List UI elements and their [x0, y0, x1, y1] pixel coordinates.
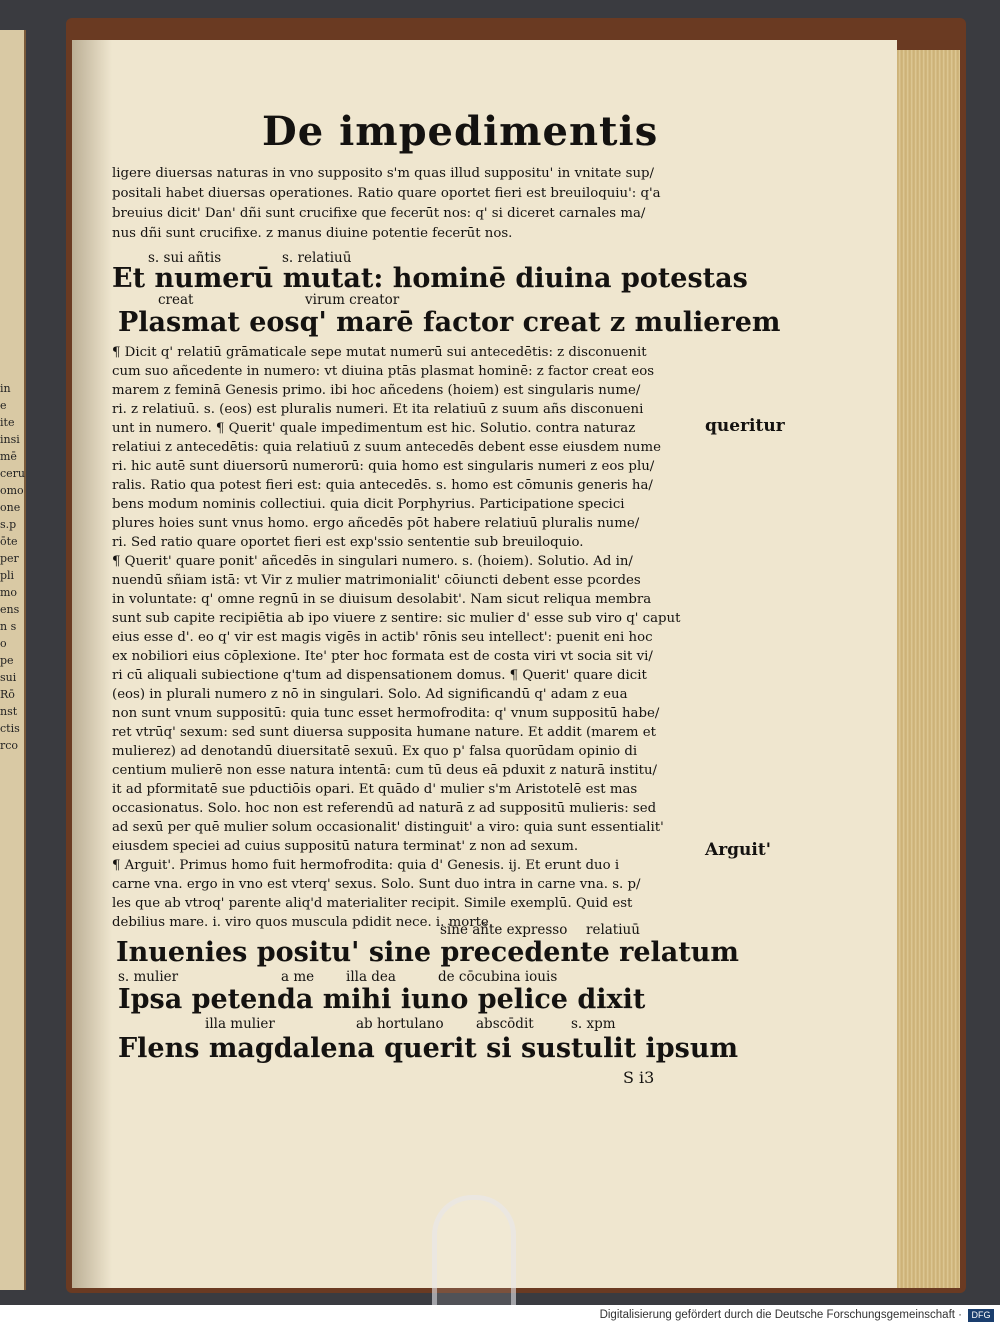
left-leaf-fragment: mo	[0, 586, 18, 599]
left-leaf-fragment: in	[0, 382, 11, 395]
left-leaf-fragment: e	[0, 399, 7, 412]
prose-line: ligere diuersas naturas in vno supposito s'm quas illud suppositu' in vnitate sup/	[112, 166, 655, 181]
prose-line: ri. z relatiuū. s. (eos) est pluralis numeri. Et ita relatiuū z suum añs disconueni	[112, 402, 644, 417]
verse-line: Plasmat eosq' marē factor creat z mulierem	[118, 307, 781, 338]
prose-line: ri. Sed ratio quare oportet fieri est exp'ssio sententie sub breuiloquio.	[112, 535, 584, 550]
left-leaf-fragment: sui	[0, 671, 17, 684]
interlinear-gloss: s. sui añtis	[148, 250, 222, 266]
interlinear-gloss: illa dea	[346, 969, 396, 985]
marginal-note: queritur	[705, 416, 785, 436]
prose-line: (eos) in plurali numero z nō in singulari. Solo. Ad significandū q' adam z eua	[112, 687, 628, 702]
left-leaf-fragment: nst	[0, 705, 18, 718]
prose-line: ad sexū per quē mulier solum occasionalit' distinguit' a viro: quia sunt essentialit'	[112, 820, 664, 835]
left-leaf-fragments	[0, 380, 26, 940]
left-leaf-fragment: mē	[0, 450, 17, 463]
prose-line: ¶ Dicit q' relatiū grāmaticale sepe mutat numerū sui antecedētis: z disconuenit	[112, 345, 647, 360]
prose-line: eius esse d'. eo q' vir est magis vigēs in actib' rōnis seu intellect': puenit eni hoc	[112, 630, 653, 645]
prose-line: nuendū sñiam istā: vt Vir z mulier matrimonialit' cōiuncti debent esse pcordes	[112, 573, 641, 588]
verse-line: Inuenies positu' sine precedente relatum	[116, 937, 739, 968]
interlinear-gloss: de cōcubina iouis	[438, 969, 558, 985]
prose-line: it ad pformitatē sue pductiōis opari. Et quādo d' mulier s'm Aristotelē est mas	[112, 782, 638, 797]
prose-line: breuius dicit' Dan' dñi sunt crucifixe que fecerūt nos: q' si diceret carnales ma/	[112, 206, 646, 221]
interlinear-gloss: s. mulier	[118, 969, 179, 985]
page-heading: De impedimentis	[262, 108, 659, 155]
interlinear-gloss: s. relatiuū	[282, 250, 352, 266]
prose-line: eiusdem speciei ad cuius suppositū natura terminat' z non ad sexum.	[112, 839, 579, 854]
prose-line: plures hoies sunt vnus homo. ergo añcedēs pōt habere relatiuū pluralis nume/	[112, 516, 640, 531]
left-leaf-fragment: rco	[0, 739, 19, 752]
prose-line: occasionatus. Solo. hoc non est referendū ad naturā z ad suppositū mulieris: sed	[112, 801, 657, 816]
left-leaf-fragment: ceru	[0, 467, 26, 480]
prose-line: centium mulierē non esse natura intentā: cum tū deus eā pduxit z naturā institu/	[112, 763, 657, 778]
interlinear-gloss: ab hortulano	[356, 1016, 444, 1032]
left-leaf-fragment: n s	[0, 620, 17, 633]
prose-line: bens modum nominis collectiui. quia dicit Porphyrius. Participatione specici	[112, 497, 625, 512]
prose-line: nus dñi sunt crucifixe. z manus diuine potentie fecerūt nos.	[112, 226, 513, 241]
prose-line: les que ab vtroq' parente aliq'd materialiter recipit. Simile exemplū. Quid est	[112, 896, 633, 911]
prose-line: carne vna. ergo in vno est vterq' sexus. Solo. Sunt duo intra in carne vna. s. p/	[112, 877, 641, 892]
left-leaf-fragment: per	[0, 552, 19, 565]
prose-line: marem z feminā Genesis primo. ibi hoc añcedens (hoiem) est singularis nume/	[112, 383, 641, 398]
prose-line: debilius mare. i. viro quos muscula pdidit nece. i. morte.	[112, 915, 494, 930]
interlinear-gloss: abscōdit	[476, 1016, 534, 1032]
prose-line: non sunt vnum suppositū: quia tunc esset hermofrodita: q' vnum suppositū habe/	[112, 706, 660, 721]
verse-line: Et numerū mutat: hominē diuina potestas	[112, 263, 748, 294]
prose-line: ri. hic autē sunt diuersorū numerorū: quia homo est singularis numeri z eos plu/	[112, 459, 655, 474]
prose-line: in voluntate: q' omne regnū in se diuisum desolabit'. Nam sicut reliqua membra	[112, 592, 652, 607]
marginal-note: Arguit'	[705, 840, 771, 860]
footer-bar	[0, 1305, 1000, 1327]
prose-line: positali habet diuersas operationes. Ratio quare oportet fieri est breuiloquiu': q'a	[112, 186, 661, 201]
prose-line: ret vtrūq' sexum: sed sunt diuersa supposita humane nature. Et addit (marem et	[112, 725, 656, 740]
interlinear-gloss: s. xpm	[571, 1016, 616, 1032]
prose-line: mulierez) ad denotandū diuersitatē sexuū. Ex quo p' falsa quorūdam opinio di	[112, 744, 638, 759]
interlinear-gloss: sine añte expresso	[440, 922, 568, 938]
book-stand	[432, 1195, 516, 1318]
interlinear-gloss: virum creator	[305, 292, 400, 308]
interlinear-gloss: creat	[158, 292, 194, 308]
left-leaf-fragment: ctis	[0, 722, 20, 735]
interlinear-gloss: a me	[281, 969, 315, 985]
prose-line: ri cū aliquali subiectione q'tum ad dispensationem domus. ¶ Querit' quare dicit	[112, 668, 647, 683]
left-leaf-fragment: one	[0, 501, 21, 514]
left-leaf-fragment: omo	[0, 484, 24, 497]
prose-line: relatiui z antecedētis: quia relatiuū z suum antecedēs debent esse eiusdem nume	[112, 440, 661, 455]
prose-line: ¶ Querit' quare ponit' añcedēs in singulari numero. s. (hoiem). Solutio. Ad in/	[112, 554, 633, 569]
left-leaf-fragment: ens	[0, 603, 20, 616]
signature-mark: S i3	[623, 1068, 655, 1087]
left-leaf-fragment: ite	[0, 416, 15, 429]
dfg-logo: DFG	[968, 1309, 994, 1322]
funding-credit: Digitalisierung gefördert durch die Deutsche Forschungsgemeinschaft ·	[599, 1309, 962, 1321]
interlinear-gloss: illa mulier	[205, 1016, 275, 1032]
prose-line: ¶ Arguit'. Primus homo fuit hermofrodita: quia d' Genesis. ij. Et erunt duo i	[112, 858, 620, 873]
prose-line: ralis. Ratio qua potest fieri est: quia antecedēs. s. homo est cōmunis generis ha/	[112, 478, 653, 493]
verse-line: Flens magdalena querit si sustulit ipsum	[118, 1033, 739, 1064]
prose-line: unt in numero. ¶ Querit' quale impedimentum est hic. Solutio. contra naturaz	[112, 421, 636, 436]
prose-line: ex nobiliori eius cōplexione. Ite' pter hoc formata est de costa viri vt socia sit vi/	[112, 649, 653, 664]
left-leaf-fragment: s.p	[0, 518, 17, 531]
left-leaf-fragment: pli	[0, 569, 15, 582]
left-leaf-fragment: insi	[0, 433, 20, 446]
left-leaf-fragment: o pe	[0, 637, 14, 667]
prose-line: cum suo añcedente in numero: vt diuina ptās plasmat hominē: z factor creat eos	[112, 364, 655, 379]
gutter-shadow	[72, 40, 112, 1288]
verse-line: Ipsa petenda mihi iuno pelice dixit	[118, 984, 646, 1015]
left-leaf-fragment: ōte	[0, 535, 18, 548]
prose-line: sunt sub capite recipiētia ab ipo viuere z sentire: sic mulier d' esse sub viro q' caput	[112, 611, 681, 626]
left-leaf-fragment: Rō	[0, 688, 15, 701]
interlinear-gloss: relatiuū	[586, 922, 640, 938]
